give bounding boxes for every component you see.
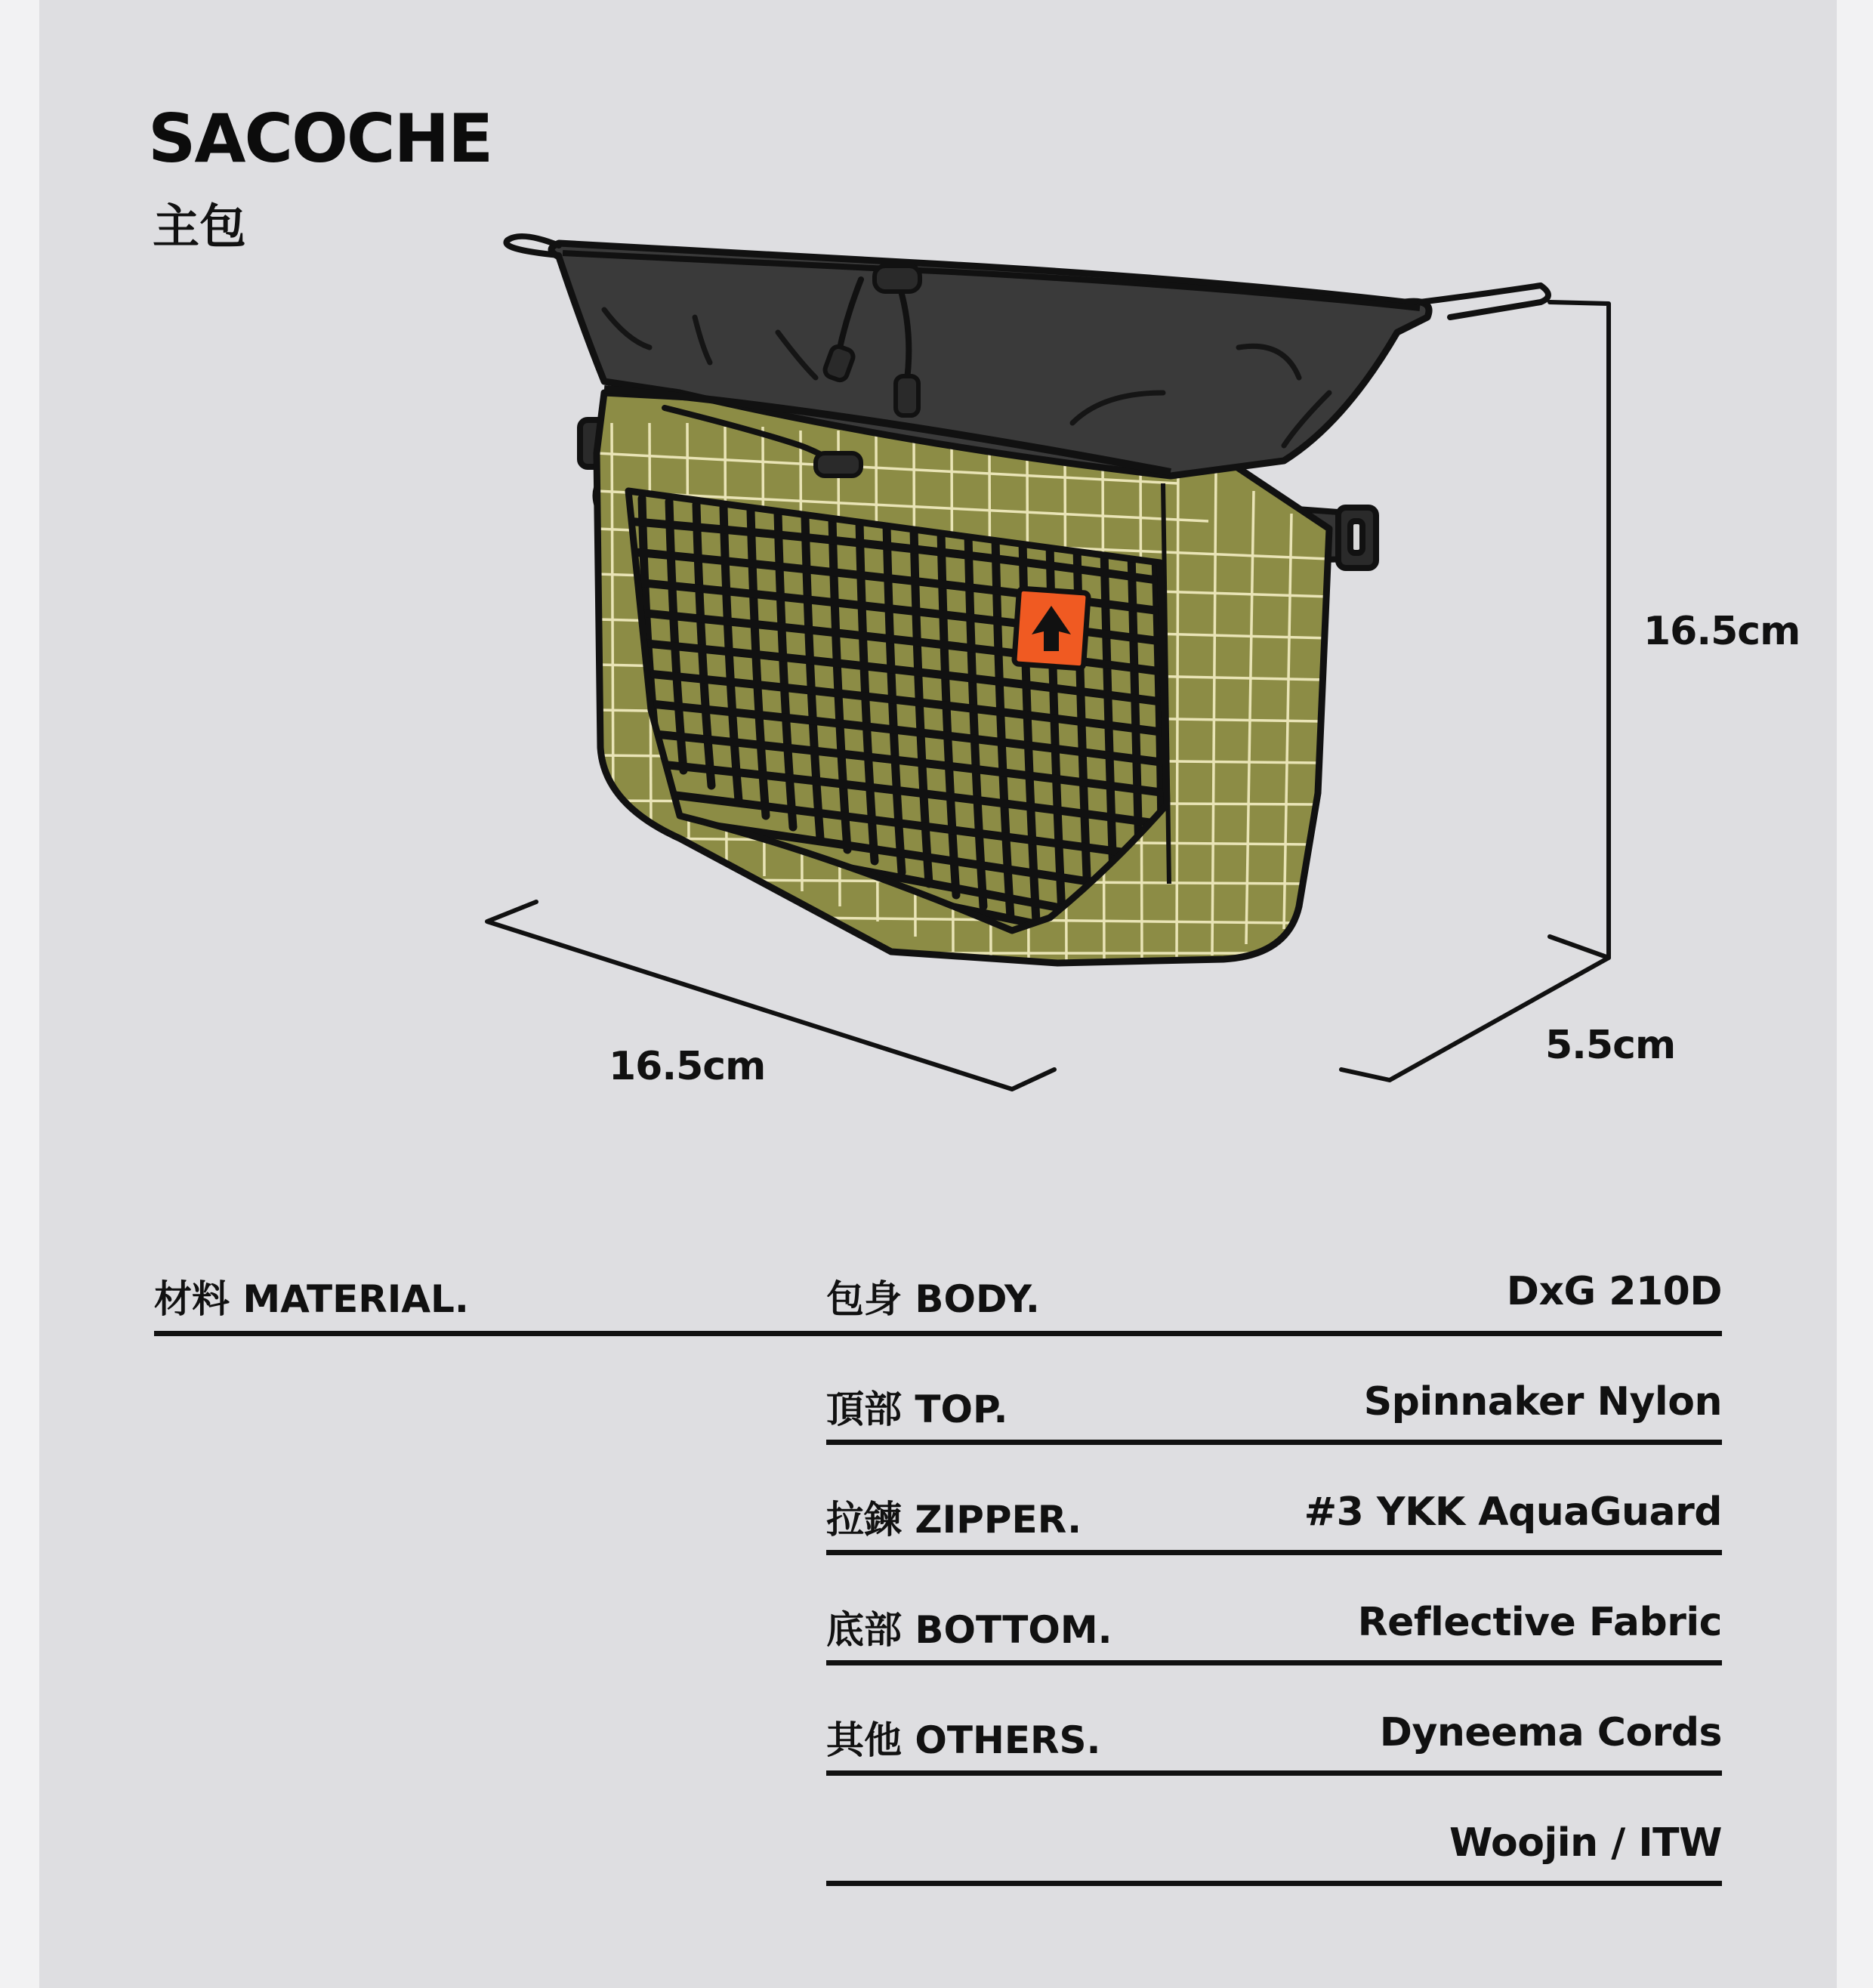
dimension-depth-label: 5.5cm xyxy=(1545,1023,1676,1068)
product-subtitle: 主包 xyxy=(153,199,247,254)
spec-row-others xyxy=(826,1710,1722,1816)
spec-divider xyxy=(826,1440,1722,1445)
dimension-height-label: 16.5cm xyxy=(1643,609,1800,654)
spec-label: 底部 BOTTOM. xyxy=(826,1608,1112,1652)
dimension-width-label: 16.5cm xyxy=(609,1044,766,1089)
spec-row-bottom xyxy=(826,1600,1722,1706)
spec-label: 其他 OTHERS. xyxy=(826,1718,1101,1762)
logo-badge-icon xyxy=(1014,588,1089,668)
spec-value: Reflective Fabric xyxy=(1357,1600,1722,1645)
spec-divider xyxy=(826,1660,1722,1665)
spec-divider xyxy=(826,1550,1722,1555)
spec-divider xyxy=(826,1881,1722,1886)
spec-row-zipper xyxy=(826,1489,1722,1595)
materials-heading: 材料 MATERIAL. xyxy=(154,1277,469,1321)
spec-label: 包身 BODY. xyxy=(826,1277,1040,1321)
spec-row-hardware xyxy=(826,1820,1722,1926)
spec-value: Dyneema Cords xyxy=(1379,1710,1722,1755)
spec-value: #3 YKK AquaGuard xyxy=(1304,1489,1722,1535)
product-title: SACOCHE xyxy=(148,100,492,178)
spec-row-top xyxy=(826,1379,1722,1485)
spec-label: 頂部 TOP. xyxy=(826,1388,1008,1431)
spec-value: Spinnaker Nylon xyxy=(1363,1379,1722,1425)
spec-divider xyxy=(826,1770,1722,1776)
spec-row-body xyxy=(826,1269,1722,1375)
spec-label: 拉鍊 ZIPPER. xyxy=(826,1498,1082,1542)
spec-value: DxG 210D xyxy=(1506,1269,1722,1314)
spec-value: Woojin / ITW xyxy=(1449,1820,1722,1866)
